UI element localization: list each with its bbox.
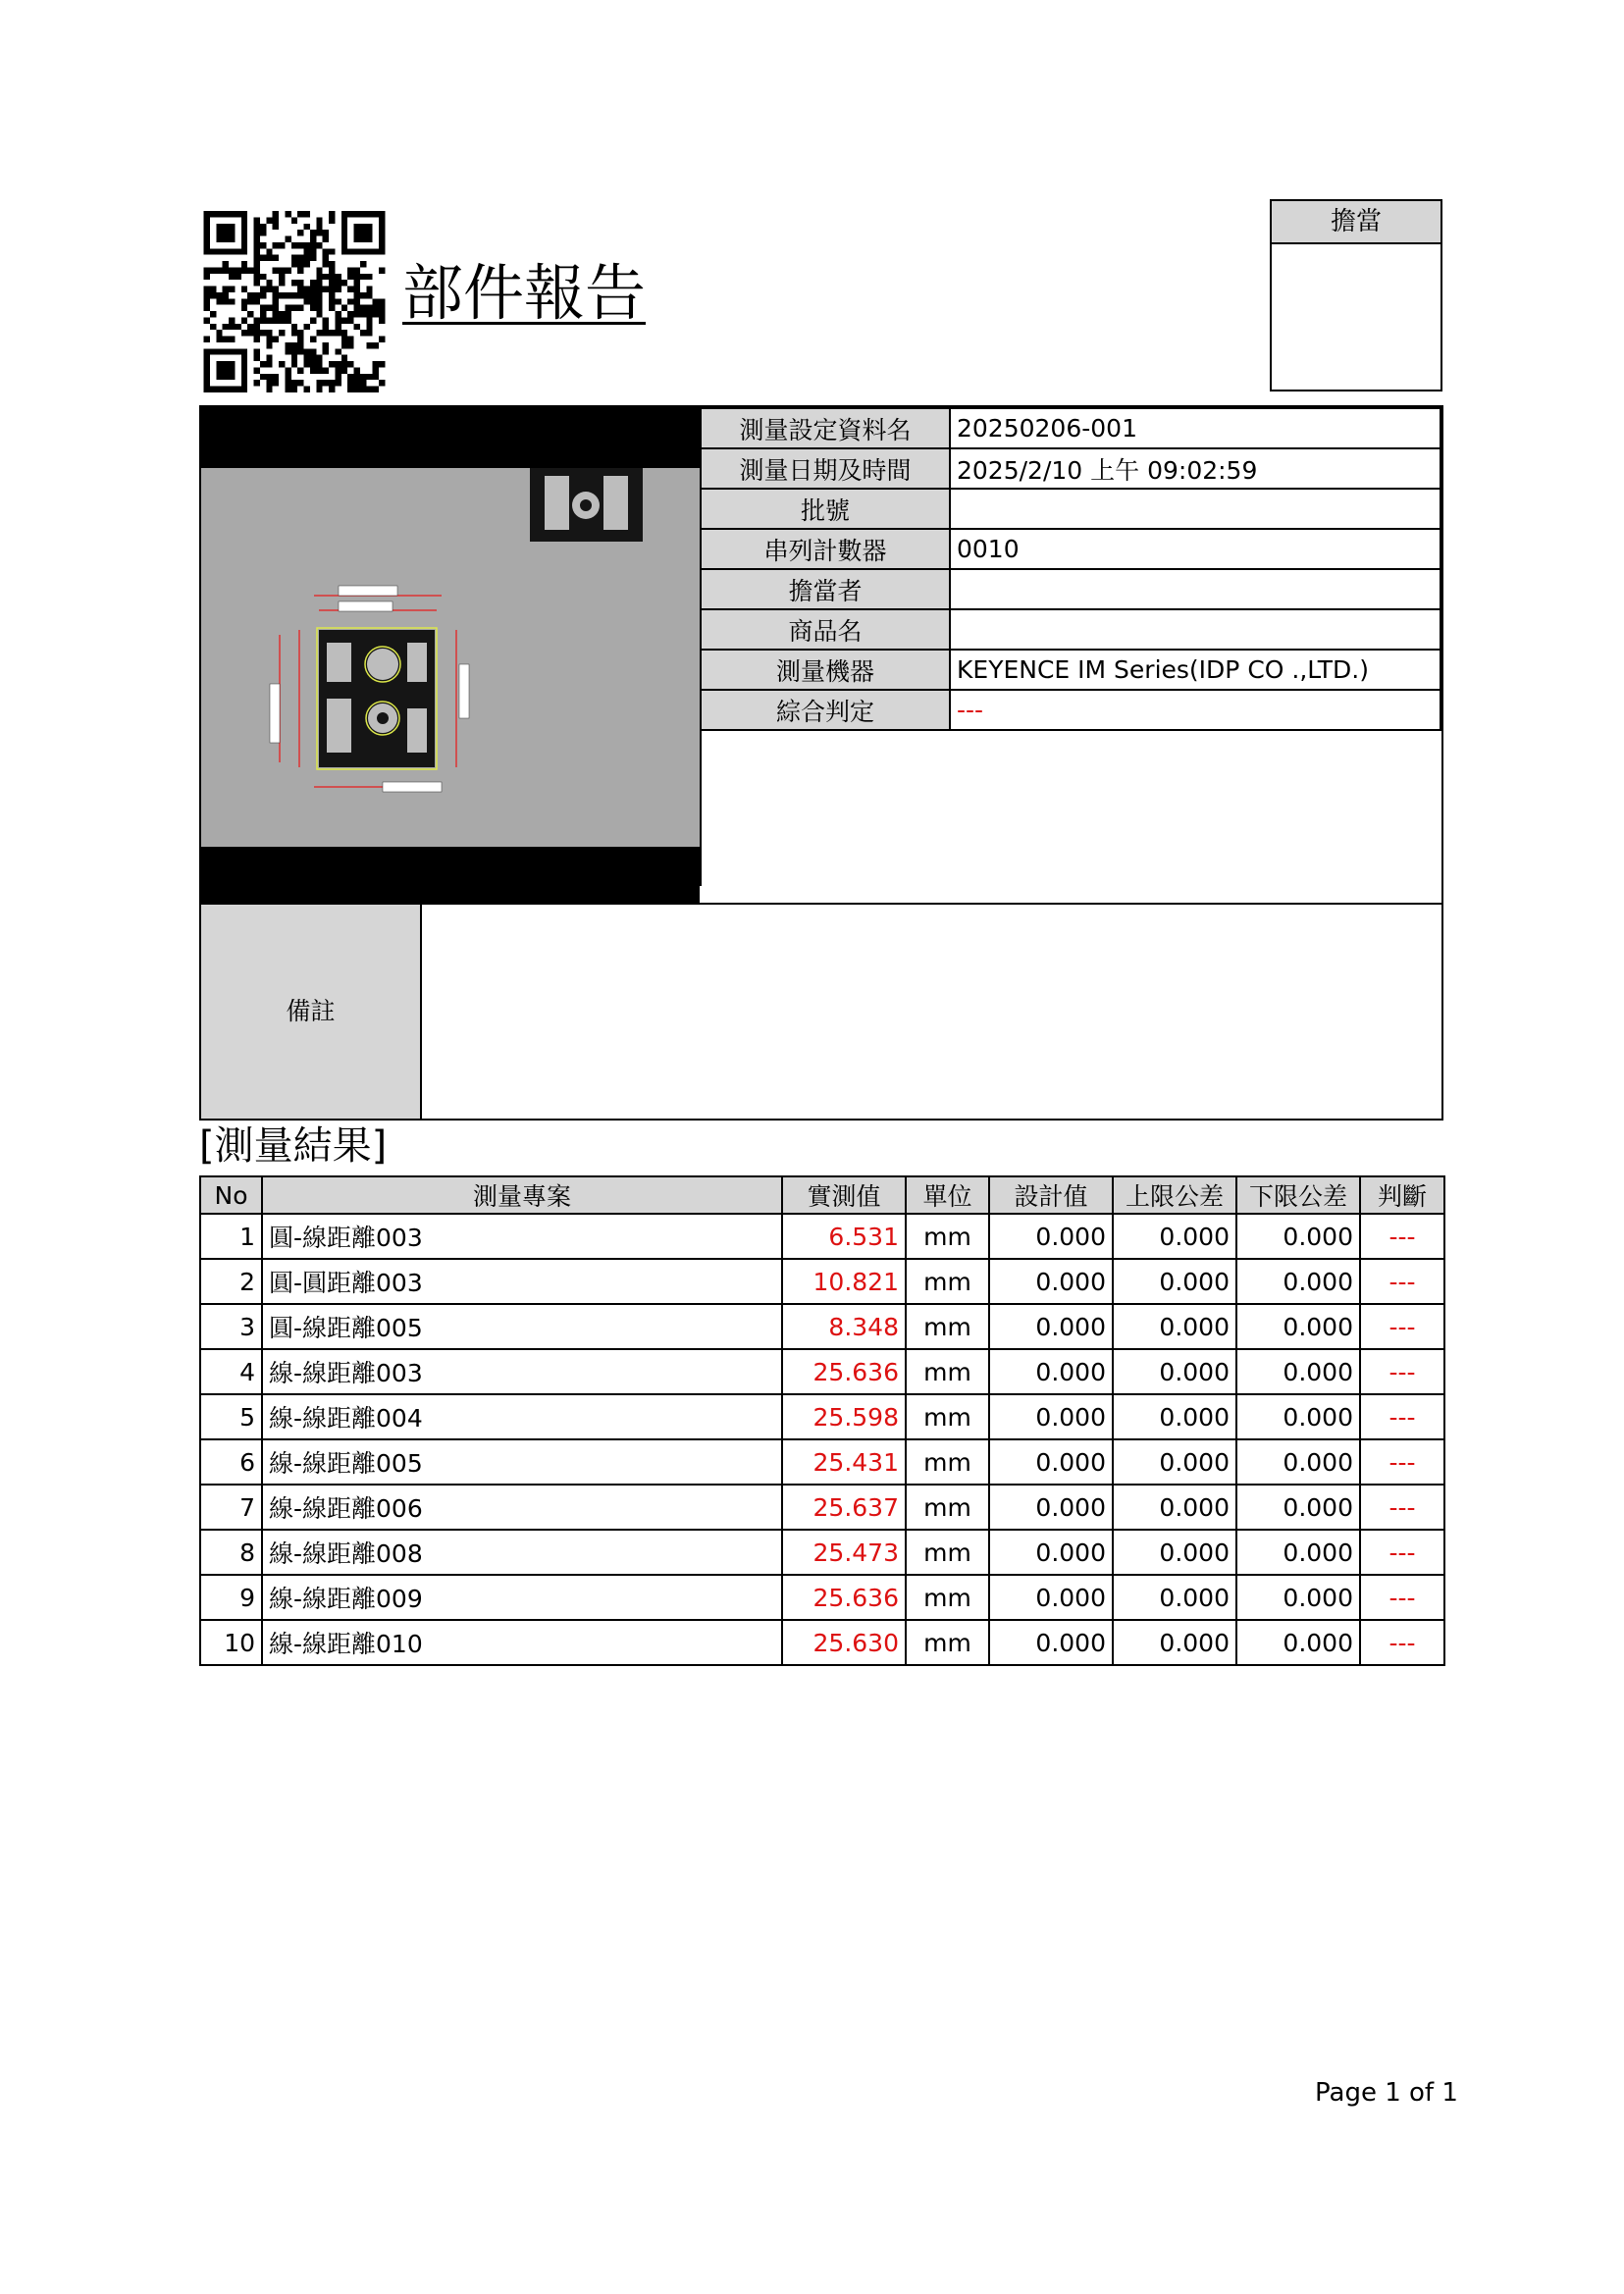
measured-value: 25.636 xyxy=(782,1349,906,1394)
measured-value: 25.637 xyxy=(782,1485,906,1530)
results-title: [測量結果] xyxy=(199,1123,388,1169)
info-block xyxy=(199,405,1443,905)
unit: mm xyxy=(906,1349,989,1394)
tantou-label: 擔當 xyxy=(1272,201,1441,244)
upper-tolerance: 0.000 xyxy=(1113,1530,1236,1575)
lower-tolerance: 0.000 xyxy=(1236,1304,1360,1349)
table-row xyxy=(200,1349,1444,1394)
measured-value: 6.531 xyxy=(782,1214,906,1259)
info-table xyxy=(700,407,1441,886)
measurement-image xyxy=(201,407,700,903)
row-number: 2 xyxy=(200,1259,262,1304)
info-row xyxy=(701,609,1441,650)
info-value: KEYENCE IM Series(IDP CO .,LTD.) xyxy=(950,650,1441,690)
lower-tolerance: 0.000 xyxy=(1236,1349,1360,1394)
upper-tolerance: 0.000 xyxy=(1113,1485,1236,1530)
lower-tolerance: 0.000 xyxy=(1236,1394,1360,1439)
table-row xyxy=(200,1214,1444,1259)
upper-tolerance: 0.000 xyxy=(1113,1304,1236,1349)
row-number: 8 xyxy=(200,1530,262,1575)
design-value: 0.000 xyxy=(989,1575,1113,1620)
remarks-box xyxy=(199,903,1443,1121)
judgement: --- xyxy=(1360,1530,1444,1575)
remarks-label: 備註 xyxy=(201,905,422,1119)
unit: mm xyxy=(906,1530,989,1575)
table-row xyxy=(200,1620,1444,1665)
info-row xyxy=(701,529,1441,569)
row-number: 1 xyxy=(200,1214,262,1259)
lower-tolerance: 0.000 xyxy=(1236,1259,1360,1304)
row-number: 6 xyxy=(200,1439,262,1485)
measured-value: 10.821 xyxy=(782,1259,906,1304)
lower-tolerance: 0.000 xyxy=(1236,1575,1360,1620)
table-row xyxy=(200,1530,1444,1575)
upper-tolerance: 0.000 xyxy=(1113,1259,1236,1304)
unit: mm xyxy=(906,1575,989,1620)
results-header-cell: No xyxy=(200,1176,262,1214)
info-label: 綜合判定 xyxy=(701,690,950,730)
row-number: 7 xyxy=(200,1485,262,1530)
results-header-cell: 上限公差 xyxy=(1113,1176,1236,1214)
measured-value: 25.431 xyxy=(782,1439,906,1485)
info-label: 擔當者 xyxy=(701,569,950,609)
row-number: 10 xyxy=(200,1620,262,1665)
info-row xyxy=(701,408,1441,448)
judgement: --- xyxy=(1360,1485,1444,1530)
results-header-cell: 實測值 xyxy=(782,1176,906,1214)
lower-tolerance: 0.000 xyxy=(1236,1439,1360,1485)
info-value: 0010 xyxy=(950,529,1441,569)
qr-code-icon xyxy=(201,211,388,392)
info-value: 2025/2/10 上午 09:02:59 xyxy=(950,448,1441,489)
measurement-item: 線-線距離003 xyxy=(262,1349,782,1394)
measurement-item: 線-線距離005 xyxy=(262,1439,782,1485)
design-value: 0.000 xyxy=(989,1349,1113,1394)
design-value: 0.000 xyxy=(989,1304,1113,1349)
page-title: 部件報告 xyxy=(402,257,647,329)
results-header-cell: 下限公差 xyxy=(1236,1176,1360,1214)
judgement: --- xyxy=(1360,1304,1444,1349)
measurement-item: 圓-線距離005 xyxy=(262,1304,782,1349)
design-value: 0.000 xyxy=(989,1394,1113,1439)
page-number: Page 1 of 1 xyxy=(1315,2078,1458,2108)
measurement-item: 線-線距離006 xyxy=(262,1485,782,1530)
measured-value: 25.598 xyxy=(782,1394,906,1439)
design-value: 0.000 xyxy=(989,1439,1113,1485)
row-number: 9 xyxy=(200,1575,262,1620)
measurement-item: 圓-圓距離003 xyxy=(262,1259,782,1304)
measured-value: 8.348 xyxy=(782,1304,906,1349)
judgement: --- xyxy=(1360,1214,1444,1259)
design-value: 0.000 xyxy=(989,1214,1113,1259)
lower-tolerance: 0.000 xyxy=(1236,1620,1360,1665)
lower-tolerance: 0.000 xyxy=(1236,1485,1360,1530)
info-row xyxy=(701,690,1441,730)
info-row xyxy=(701,489,1441,529)
results-header-cell: 單位 xyxy=(906,1176,989,1214)
lower-tolerance: 0.000 xyxy=(1236,1214,1360,1259)
info-row xyxy=(701,569,1441,609)
info-value xyxy=(950,489,1441,529)
info-label: 批號 xyxy=(701,489,950,529)
design-value: 0.000 xyxy=(989,1620,1113,1665)
measured-value: 25.473 xyxy=(782,1530,906,1575)
results-header-cell: 設計值 xyxy=(989,1176,1113,1214)
unit: mm xyxy=(906,1620,989,1665)
info-label: 商品名 xyxy=(701,609,950,650)
unit: mm xyxy=(906,1214,989,1259)
table-row xyxy=(200,1485,1444,1530)
unit: mm xyxy=(906,1485,989,1530)
upper-tolerance: 0.000 xyxy=(1113,1575,1236,1620)
upper-tolerance: 0.000 xyxy=(1113,1394,1236,1439)
measurement-item: 圓-線距離003 xyxy=(262,1214,782,1259)
judgement: --- xyxy=(1360,1620,1444,1665)
info-label: 測量機器 xyxy=(701,650,950,690)
results-header-row xyxy=(200,1176,1444,1214)
unit: mm xyxy=(906,1439,989,1485)
measurement-item: 線-線距離009 xyxy=(262,1575,782,1620)
info-row xyxy=(701,650,1441,690)
judgement: --- xyxy=(1360,1439,1444,1485)
measured-value: 25.636 xyxy=(782,1575,906,1620)
info-blank-cell xyxy=(701,730,1441,886)
design-value: 0.000 xyxy=(989,1485,1113,1530)
info-value: 20250206-001 xyxy=(950,408,1441,448)
row-number: 5 xyxy=(200,1394,262,1439)
table-row xyxy=(200,1304,1444,1349)
measurement-item: 線-線距離004 xyxy=(262,1394,782,1439)
info-value: --- xyxy=(950,690,1441,730)
row-number: 4 xyxy=(200,1349,262,1394)
row-number: 3 xyxy=(200,1304,262,1349)
judgement: --- xyxy=(1360,1575,1444,1620)
measurement-item: 線-線距離010 xyxy=(262,1620,782,1665)
info-row xyxy=(701,448,1441,489)
upper-tolerance: 0.000 xyxy=(1113,1439,1236,1485)
upper-tolerance: 0.000 xyxy=(1113,1349,1236,1394)
design-value: 0.000 xyxy=(989,1530,1113,1575)
judgement: --- xyxy=(1360,1394,1444,1439)
measurement-item: 線-線距離008 xyxy=(262,1530,782,1575)
info-value xyxy=(950,569,1441,609)
design-value: 0.000 xyxy=(989,1259,1113,1304)
judgement: --- xyxy=(1360,1349,1444,1394)
measured-value: 25.630 xyxy=(782,1620,906,1665)
table-row xyxy=(200,1259,1444,1304)
info-label: 測量設定資料名 xyxy=(701,408,950,448)
info-label: 串列計數器 xyxy=(701,529,950,569)
info-blank-row xyxy=(701,730,1441,886)
judgement: --- xyxy=(1360,1259,1444,1304)
results-header-cell: 測量專案 xyxy=(262,1176,782,1214)
upper-tolerance: 0.000 xyxy=(1113,1620,1236,1665)
part-photo-icon xyxy=(201,468,700,847)
info-value xyxy=(950,609,1441,650)
results-table xyxy=(199,1175,1445,1666)
table-row xyxy=(200,1575,1444,1620)
unit: mm xyxy=(906,1259,989,1304)
unit: mm xyxy=(906,1304,989,1349)
unit: mm xyxy=(906,1394,989,1439)
table-row xyxy=(200,1439,1444,1485)
results-header-cell: 判斷 xyxy=(1360,1176,1444,1214)
lower-tolerance: 0.000 xyxy=(1236,1530,1360,1575)
info-label: 測量日期及時間 xyxy=(701,448,950,489)
tantou-box xyxy=(1270,199,1442,391)
upper-tolerance: 0.000 xyxy=(1113,1214,1236,1259)
table-row xyxy=(200,1394,1444,1439)
